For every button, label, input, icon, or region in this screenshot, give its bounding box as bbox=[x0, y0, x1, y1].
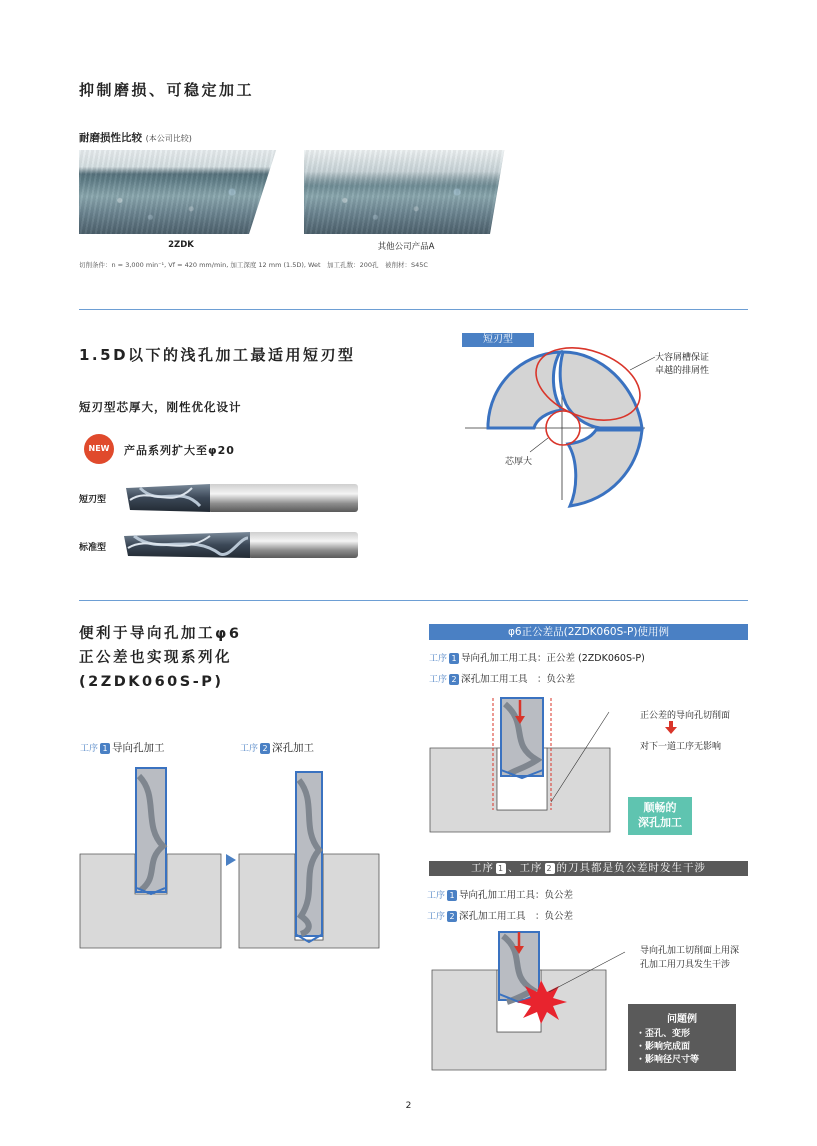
cutting-conditions: 切削条件：n = 3,000 min⁻¹, Vf = 420 mm/min, 加工深度 12 mm (1.5D), Wet 加工孔数：200孔 被削材：S45C bbox=[79, 261, 428, 269]
panel2-row1-word: 工序 bbox=[427, 891, 446, 901]
panel1-title: φ6正公差品(2ZDK060S-P)使用例 bbox=[429, 624, 748, 640]
panel1-row2-text: 深孔加工用工具 ：负公差 bbox=[461, 674, 576, 685]
diagram-label-core: 芯厚大 bbox=[505, 457, 533, 467]
panel1-row1 bbox=[429, 650, 645, 664]
section3-title bbox=[79, 622, 241, 694]
section2-title: 1.5D以下的浅孔加工最适用短刃型 bbox=[79, 346, 356, 364]
panel1-illustration bbox=[429, 690, 619, 835]
step1-label: 导向孔加工 bbox=[112, 742, 165, 754]
step1-illustration bbox=[80, 768, 221, 948]
panel1-row1-num: 1 bbox=[449, 653, 459, 664]
panel2-illustration bbox=[429, 930, 629, 1075]
panel2-row2-word: 工序 bbox=[427, 912, 446, 922]
tool-short-label: 短刃型 bbox=[79, 495, 107, 505]
panel1-note1: 正公差的导向孔切削面 bbox=[640, 711, 731, 721]
down-arrow-icon bbox=[665, 721, 677, 735]
diagram-label-top-line2: 卓越的排屑性 bbox=[655, 366, 710, 376]
panel2-title-c: 的刀具都是负公差时发生干涉 bbox=[556, 862, 706, 874]
divider-1 bbox=[79, 309, 748, 310]
step2-label: 深孔加工 bbox=[272, 742, 315, 754]
panel2-row1 bbox=[427, 887, 573, 901]
panel1-row1-text: 导向孔加工用工具：正公差 (2ZDK060S-P) bbox=[461, 653, 645, 664]
panel2-title-b: 、工序 bbox=[508, 862, 543, 874]
panel2-title-a: 工序 bbox=[471, 862, 494, 874]
panel2-note-line1: 导向孔加工切削面上用深 bbox=[640, 946, 740, 956]
panel1-result-line2: 深孔加工 bbox=[638, 816, 682, 829]
panel1-result-line1: 顺畅的 bbox=[643, 801, 677, 814]
panel2-title-n2: 2 bbox=[546, 864, 553, 873]
problem-item: ・影响径尺寸等 bbox=[636, 1055, 700, 1065]
section3-title-line1: 便利于导向孔加工φ6 bbox=[79, 626, 242, 642]
section3-title-line3: (2ZDK060S-P) bbox=[79, 674, 224, 690]
panel2-title bbox=[429, 861, 748, 876]
panel2-row2 bbox=[427, 908, 573, 922]
panel1-row2-num: 2 bbox=[449, 674, 459, 685]
problem-item: ・歪孔、变形 bbox=[636, 1029, 691, 1039]
step1-num: 1 bbox=[100, 743, 110, 754]
section1-title: 抑制磨损、可稳定加工 bbox=[79, 81, 255, 99]
panel2-row2-num: 2 bbox=[447, 911, 457, 922]
panel1-row2 bbox=[429, 671, 575, 685]
step-arrow-icon bbox=[226, 854, 236, 866]
panel2-note-line2: 孔加工用刀具发生干涉 bbox=[640, 960, 731, 970]
page-number: 2 bbox=[405, 1101, 412, 1111]
caption-2zdk: 2ZDK bbox=[168, 240, 194, 250]
section2-subtitle: 短刃型芯厚大，刚性优化设计 bbox=[79, 400, 242, 414]
caption-other: 其他公司产品A bbox=[377, 242, 435, 252]
new-text: 产品系列扩大至φ20 bbox=[124, 444, 235, 457]
panel2-title-n1: 1 bbox=[497, 864, 505, 873]
problem-box bbox=[628, 1004, 736, 1071]
panel2-row1-text: 导向孔加工用工具：负公差 bbox=[459, 890, 574, 901]
photo-other bbox=[304, 150, 508, 234]
divider-2 bbox=[79, 600, 748, 601]
panel2-row2-text: 深孔加工用工具 ：负公差 bbox=[459, 911, 574, 922]
compare-note: (本公司比较) bbox=[145, 134, 192, 143]
diagram-label-top bbox=[655, 352, 709, 378]
section3-title-line2: 正公差也实现系列化 bbox=[79, 650, 232, 666]
step1-heading bbox=[80, 740, 165, 755]
compare-title bbox=[79, 130, 192, 145]
panel1-result bbox=[628, 797, 692, 835]
step1-word: 工序 bbox=[80, 744, 99, 754]
panel1-row2-word: 工序 bbox=[429, 675, 448, 685]
new-badge: NEW bbox=[84, 434, 114, 464]
panel2-row1-num: 1 bbox=[447, 890, 457, 901]
drill-photos bbox=[120, 478, 365, 563]
step2-word: 工序 bbox=[240, 744, 259, 754]
photo-2zdk bbox=[79, 150, 283, 234]
diagram-label-top-line1: 大容屑槽保证 bbox=[655, 353, 710, 363]
compare-title-text: 耐磨损性比较 bbox=[79, 132, 142, 144]
tool-standard-label: 标准型 bbox=[79, 543, 107, 553]
step2-heading bbox=[240, 740, 314, 755]
panel2-note bbox=[640, 944, 739, 972]
drill-standard bbox=[124, 532, 358, 558]
drill-short bbox=[126, 484, 358, 512]
panel1-row1-word: 工序 bbox=[429, 654, 448, 664]
step2-num: 2 bbox=[260, 743, 270, 754]
problem-title: 问题例 bbox=[667, 1014, 697, 1025]
step2-illustration bbox=[239, 772, 379, 948]
diagram-tag: 短刃型 bbox=[462, 333, 534, 347]
panel1-note2: 对下一道工序无影响 bbox=[640, 742, 722, 752]
problem-item: ・影响完成面 bbox=[636, 1042, 691, 1052]
step-illustrations bbox=[79, 766, 381, 952]
